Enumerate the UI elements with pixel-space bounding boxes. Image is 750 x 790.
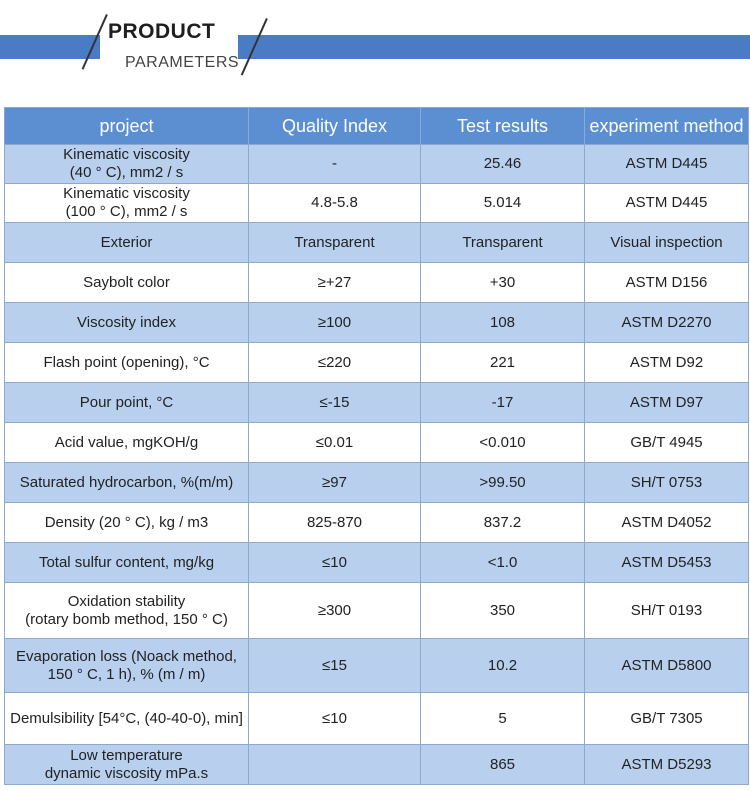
cell-project: Kinematic viscosity (100 ° C), mm2 / s	[5, 184, 249, 223]
banner-title: PRODUCT	[108, 20, 216, 43]
cell-project: Oxidation stability (rotary bomb method, 150 ° C)	[5, 583, 249, 639]
cell-experiment-method: SH/T 0753	[585, 463, 749, 503]
cell-project: Total sulfur content, mg/kg	[5, 543, 249, 583]
table-row	[5, 693, 749, 745]
cell-quality-index: ≤10	[249, 693, 421, 745]
cell-test-result: +30	[421, 263, 585, 303]
cell-project: Saybolt color	[5, 263, 249, 303]
cell-test-result: <1.0	[421, 543, 585, 583]
table-row	[5, 145, 749, 184]
table-row	[5, 463, 749, 503]
cell-experiment-method: ASTM D97	[585, 383, 749, 423]
table-header-row	[5, 108, 749, 145]
cell-test-result: 108	[421, 303, 585, 343]
cell-experiment-method: ASTM D5453	[585, 543, 749, 583]
cell-experiment-method: GB/T 7305	[585, 693, 749, 745]
cell-project: Viscosity index	[5, 303, 249, 343]
cell-quality-index: ≥300	[249, 583, 421, 639]
cell-quality-index: ≥97	[249, 463, 421, 503]
column-header-quality-index: Quality Index	[249, 108, 421, 145]
cell-test-result: 221	[421, 343, 585, 383]
table-row	[5, 343, 749, 383]
cell-project: Flash point (opening), °C	[5, 343, 249, 383]
cell-test-result: 837.2	[421, 503, 585, 543]
table-row	[5, 503, 749, 543]
cell-test-result: -17	[421, 383, 585, 423]
cell-experiment-method: ASTM D445	[585, 184, 749, 223]
table-row	[5, 383, 749, 423]
cell-test-result: 25.46	[421, 145, 585, 184]
cell-quality-index: ≤10	[249, 543, 421, 583]
cell-test-result: 865	[421, 745, 585, 785]
cell-project: Evaporation loss (Noack method, 150 ° C, 1 h), % (m / m)	[5, 639, 249, 693]
cell-experiment-method: ASTM D5800	[585, 639, 749, 693]
cell-test-result: >99.50	[421, 463, 585, 503]
table-row	[5, 543, 749, 583]
cell-quality-index: ≥+27	[249, 263, 421, 303]
cell-quality-index	[249, 745, 421, 785]
cell-project: Demulsibility [54°C, (40-40-0), min]	[5, 693, 249, 745]
cell-test-result: 5	[421, 693, 585, 745]
cell-test-result: 10.2	[421, 639, 585, 693]
table-row	[5, 745, 749, 785]
table-row	[5, 223, 749, 263]
cell-project: Exterior	[5, 223, 249, 263]
cell-experiment-method: Visual inspection	[585, 223, 749, 263]
cell-test-result: <0.010	[421, 423, 585, 463]
table-row	[5, 184, 749, 223]
column-header-project: project	[5, 108, 249, 145]
table-body	[5, 145, 749, 785]
cell-project: Low temperature dynamic viscosity mPa.s	[5, 745, 249, 785]
parameters-table	[4, 107, 749, 785]
cell-experiment-method: SH/T 0193	[585, 583, 749, 639]
cell-experiment-method: ASTM D2270	[585, 303, 749, 343]
banner-bar-left	[0, 35, 100, 59]
cell-experiment-method: ASTM D5293	[585, 745, 749, 785]
cell-project: Pour point, °C	[5, 383, 249, 423]
banner-subtitle: PARAMETERS	[125, 54, 240, 71]
cell-experiment-method: ASTM D445	[585, 145, 749, 184]
cell-quality-index: ≥100	[249, 303, 421, 343]
table-row	[5, 303, 749, 343]
cell-experiment-method: ASTM D4052	[585, 503, 749, 543]
cell-experiment-method: GB/T 4945	[585, 423, 749, 463]
cell-experiment-method: ASTM D156	[585, 263, 749, 303]
cell-quality-index: 4.8-5.8	[249, 184, 421, 223]
cell-test-result: 5.014	[421, 184, 585, 223]
column-header-test-results: Test results	[421, 108, 585, 145]
table-row	[5, 423, 749, 463]
cell-test-result: 350	[421, 583, 585, 639]
cell-quality-index: ≤-15	[249, 383, 421, 423]
cell-project: Kinematic viscosity (40 ° C), mm2 / s	[5, 145, 249, 184]
cell-project: Saturated hydrocarbon, %(m/m)	[5, 463, 249, 503]
banner-bar-right	[238, 35, 750, 59]
cell-test-result: Transparent	[421, 223, 585, 263]
table-row	[5, 583, 749, 639]
cell-project: Acid value, mgKOH/g	[5, 423, 249, 463]
table-row	[5, 639, 749, 693]
cell-quality-index: ≤0.01	[249, 423, 421, 463]
cell-quality-index: -	[249, 145, 421, 184]
cell-quality-index: 825-870	[249, 503, 421, 543]
table-row	[5, 263, 749, 303]
cell-experiment-method: ASTM D92	[585, 343, 749, 383]
column-header-experiment-method: experiment method	[585, 108, 749, 145]
cell-quality-index: ≤15	[249, 639, 421, 693]
cell-quality-index: Transparent	[249, 223, 421, 263]
header-banner	[0, 0, 750, 90]
cell-quality-index: ≤220	[249, 343, 421, 383]
cell-project: Density (20 ° C), kg / m3	[5, 503, 249, 543]
